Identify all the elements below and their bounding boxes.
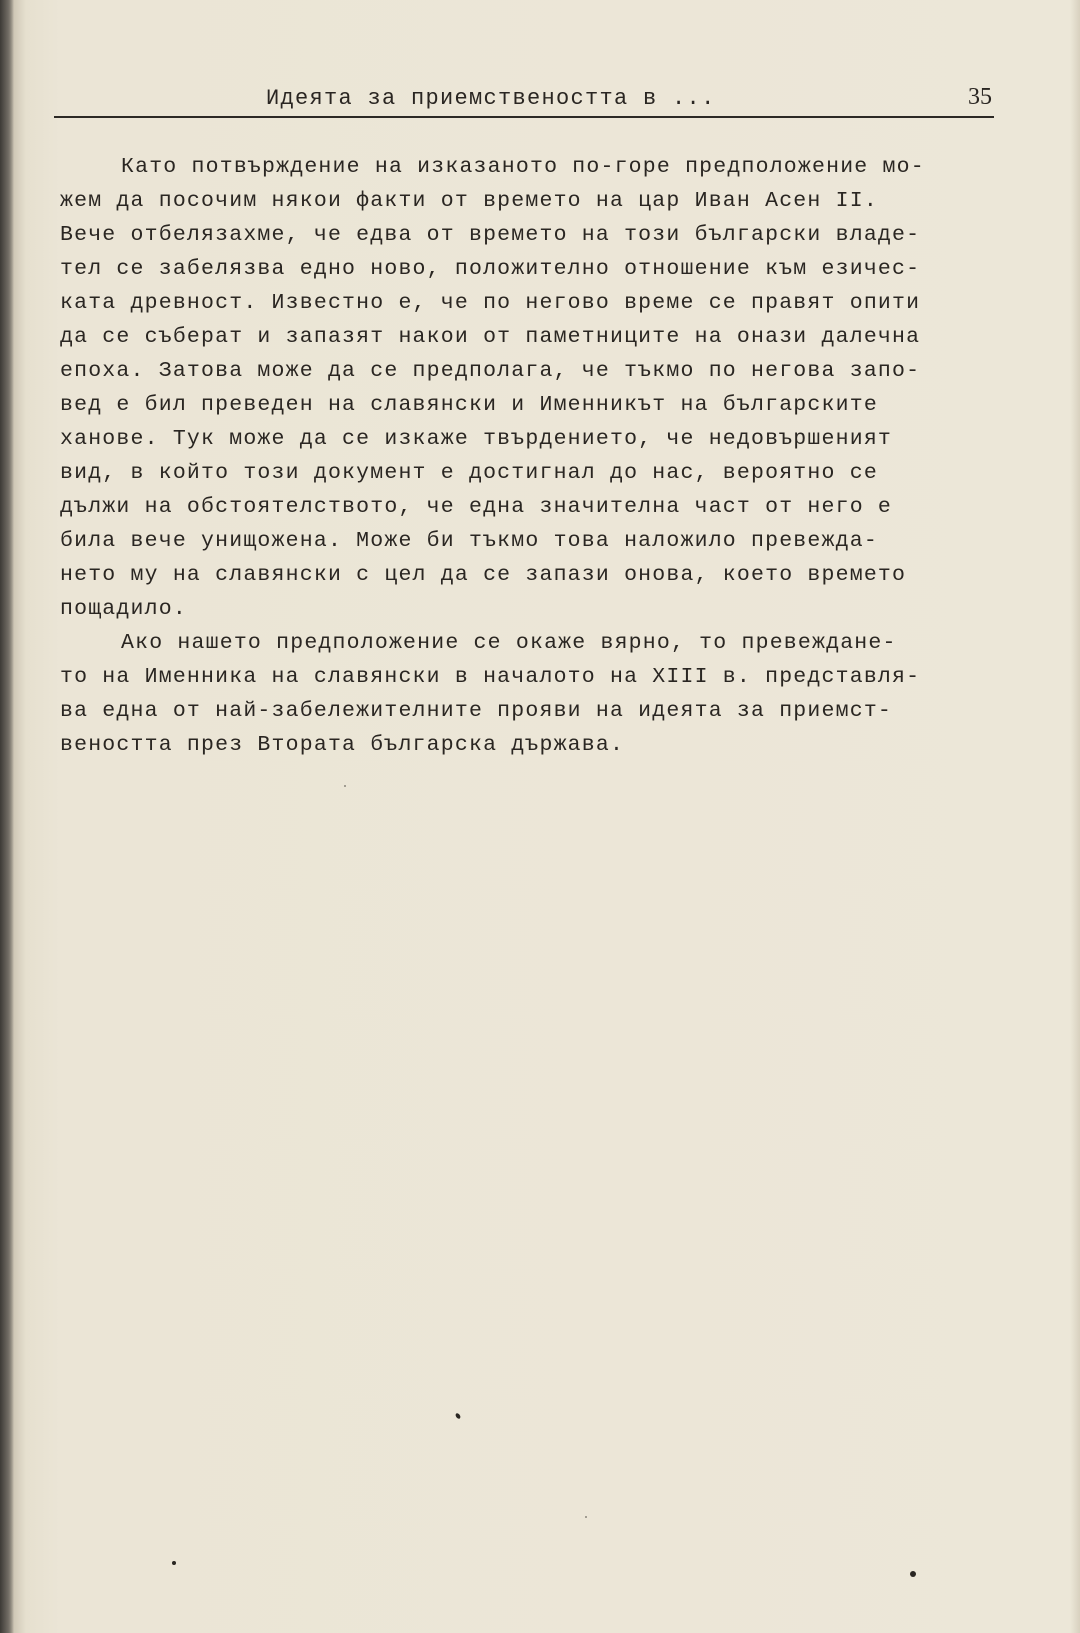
text-line: ханове. Тук може да се изкаже твърдението, че недовършеният	[60, 427, 893, 451]
text-line: вед е бил преведен на славянски и Именникът на българските	[60, 393, 878, 417]
paper-speck	[344, 785, 346, 787]
page-edge	[1070, 0, 1080, 1633]
text-line: да се съберат и запазят накои от паметниците на онази далечна	[60, 325, 921, 349]
page-number: 35	[968, 84, 992, 110]
text-line: веността през Втората българска държава.	[60, 733, 625, 757]
text-line: пощадило.	[60, 597, 187, 621]
paragraph-2	[60, 626, 1020, 762]
paper-speck	[910, 1571, 916, 1577]
text-line: дължи на обстоятелството, че една значителна част от него е	[60, 495, 893, 519]
paper-speck	[585, 1516, 587, 1518]
text-line: Ако нашето предположение се окаже вярно, то превеждане-	[121, 631, 897, 655]
paragraph-1	[60, 150, 1020, 626]
text-line: ката древност. Известно е, че по негово време се правят опити	[60, 291, 921, 315]
text-line: Като потвърждение на изказаното по-горе предположение мо-	[121, 155, 925, 179]
text-line: нето му на славянски с цел да се запази онова, което времето	[60, 563, 907, 587]
text-line: била вече унищожена. Може би тъкмо това наложило превежда-	[60, 529, 878, 553]
book-spine-shadow	[0, 0, 14, 1633]
text-line: вид, в който този документ е достигнал до нас, вероятно се	[60, 461, 878, 485]
running-header-title: Идеята за приемствеността в ...	[266, 86, 716, 111]
text-line: то на Именника на славянски в началото на XIII в. представля-	[60, 665, 921, 689]
body-text	[60, 150, 1020, 762]
running-header	[54, 82, 994, 118]
text-line: ва една от най-забележителните прояви на идеята за приемст-	[60, 699, 893, 723]
text-line: тел се забелязва едно ново, положително отношение към езичес-	[60, 257, 921, 281]
text-line: жем да посочим някои факти от времето на цар Иван Асен II.	[60, 189, 878, 213]
text-line: Вече отбелязахме, че едва от времето на този български владе-	[60, 223, 921, 247]
text-line: епоха. Затова може да се предполага, че тъкмо по негова запо-	[60, 359, 921, 383]
paper-speck	[172, 1561, 176, 1565]
paper-speck	[455, 1412, 462, 1419]
